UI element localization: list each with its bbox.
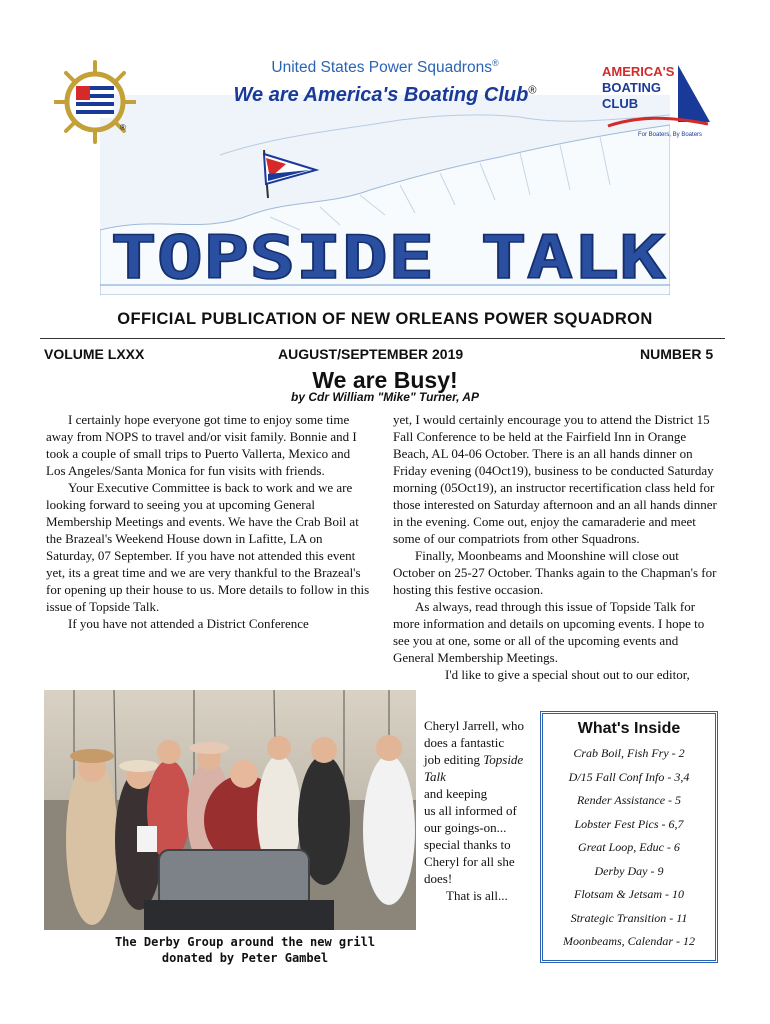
article-line: our goings-on...	[424, 820, 507, 835]
toc-item[interactable]: D/15 Fall Conf Info - 3,4	[568, 769, 690, 784]
whats-inside-box	[540, 711, 718, 963]
article-paragraph: Finally, Moonbeams and Moonshine will close out October on 25-27 October. Thanks again to the Chapman's for hosting this festive occasion.	[393, 548, 717, 597]
toc-item[interactable]: Render Assistance - 5	[576, 793, 682, 807]
article-closing: That is all...	[446, 888, 508, 903]
toc-item[interactable]: Flotsam & Jetsam - 10	[574, 887, 684, 901]
header-divider	[40, 338, 725, 339]
toc-item[interactable]: Crab Boil, Fish Fry - 2	[573, 746, 685, 760]
article-title: We are Busy!	[312, 367, 458, 393]
article-paragraph: If you have not attended a District Conference	[68, 616, 309, 631]
grill-icon	[159, 850, 309, 908]
article-column-narrow	[424, 717, 534, 904]
toc-item[interactable]: Moonbeams, Calendar - 12	[563, 934, 695, 948]
article-line: Cheryl for all she	[424, 854, 515, 869]
whats-inside-title: What's Inside	[577, 720, 681, 737]
article-paragraph: As always, read through this issue of Topside Talk for more information and details on upcoming events. I hope to see you at one, some or all of the upcoming events and General Membership Meetings.	[393, 599, 705, 665]
usps-reg-mark: ®	[120, 123, 126, 132]
org-name	[200, 58, 570, 77]
burgee-flag-icon	[258, 148, 320, 200]
org-name-text: United States Power Squadrons	[271, 59, 492, 77]
masthead-title: TOPSIDE TALK	[110, 225, 666, 287]
article-column-right	[393, 411, 719, 683]
abc-logo-tagline: For Boaters, By Boaters	[638, 132, 703, 138]
article-line: does!	[424, 871, 453, 886]
article-column-left	[46, 411, 371, 632]
article-paragraph: yet, I would certainly encourage you to attend the District 15 Fall Conference to be held at the Fairfield Inn in Orange Beach, AL 04-06 October. There is an all hands dinner on Friday evening (04Oct19), business to be conducted Saturday morning (05Oct19), an instructor recertification class held for those interested on Saturday afternoon and an all hands dinner in the evening. Come out, enjoy the camaraderie and meet some of our compatriots from other Squadrons.	[393, 412, 717, 546]
photo-caption-line: The Derby Group around the new grill	[114, 935, 376, 949]
abc-logo	[598, 60, 718, 145]
photo-caption-line: donated by Peter Gambel	[161, 951, 329, 965]
usps-ensign-logo	[54, 60, 136, 144]
article-paragraph: Your Executive Committee is back to work and we are looking forward to seeing you at upcoming General Membership Meetings and events. We have the Crab Boil at the Brazeal's Weekend House down in Lafitte, LA on Saturday, 07 September. If you have not attended this event yet, its a great time and we are very thankful to the Brazeal's for opening up their house to us. More details to follow in this issue of Topside Talk.	[46, 480, 370, 614]
photo-caption	[80, 934, 410, 966]
masthead	[108, 225, 668, 287]
article-byline: by Cdr William "Mike" Turner, AP	[291, 390, 479, 404]
toc-item[interactable]: Lobster Fest Pics - 6,7	[574, 816, 684, 831]
abc-logo-line-1: AMERICA'S	[602, 64, 675, 79]
issue-date: AUGUST/SEPTEMBER 2019	[278, 346, 464, 362]
abc-logo-line-2: BOATING	[602, 80, 661, 95]
article-line-text: job editing	[424, 752, 484, 767]
article-line: and keeping	[424, 786, 488, 801]
volume-label: VOLUME LXXX	[44, 346, 145, 362]
abc-logo-line-3: CLUB	[602, 96, 639, 111]
article-paragraph: I certainly hope everyone got time to enjoy some time away from NOPS to travel and/or visit family. Bonnie and I took a couple of small trips to Puerto Vallerta, Mexico and Los Angeles/Santa Monica for fun visits with friends.	[46, 412, 357, 478]
issue-number: NUMBER 5	[640, 346, 714, 362]
toc-item[interactable]: Strategic Transition - 11	[570, 910, 688, 925]
club-slogan-text: We are America's Boating Club	[233, 84, 529, 106]
article-line: does a fantastic	[424, 735, 505, 750]
club-slogan	[200, 84, 570, 107]
article-paragraph: I'd like to give a special shout out to our editor,	[445, 667, 690, 682]
org-reg-mark: ®	[491, 58, 499, 68]
topside-talk-italic: Topside Talk	[424, 752, 524, 784]
article-line	[424, 751, 534, 785]
toc-item[interactable]: Derby Day - 9	[594, 863, 664, 878]
toc-item[interactable]: Great Loop, Educ - 6	[578, 840, 680, 854]
article-line: Cheryl Jarrell, who	[424, 718, 525, 733]
article-line: us all informed of	[424, 803, 517, 818]
article-line: special thanks to	[424, 837, 511, 852]
derby-group-photo	[44, 690, 416, 930]
club-slogan-reg-mark: ®	[528, 84, 537, 97]
publication-line: OFFICIAL PUBLICATION OF NEW ORLEANS POWER SQUADRON	[117, 310, 653, 328]
